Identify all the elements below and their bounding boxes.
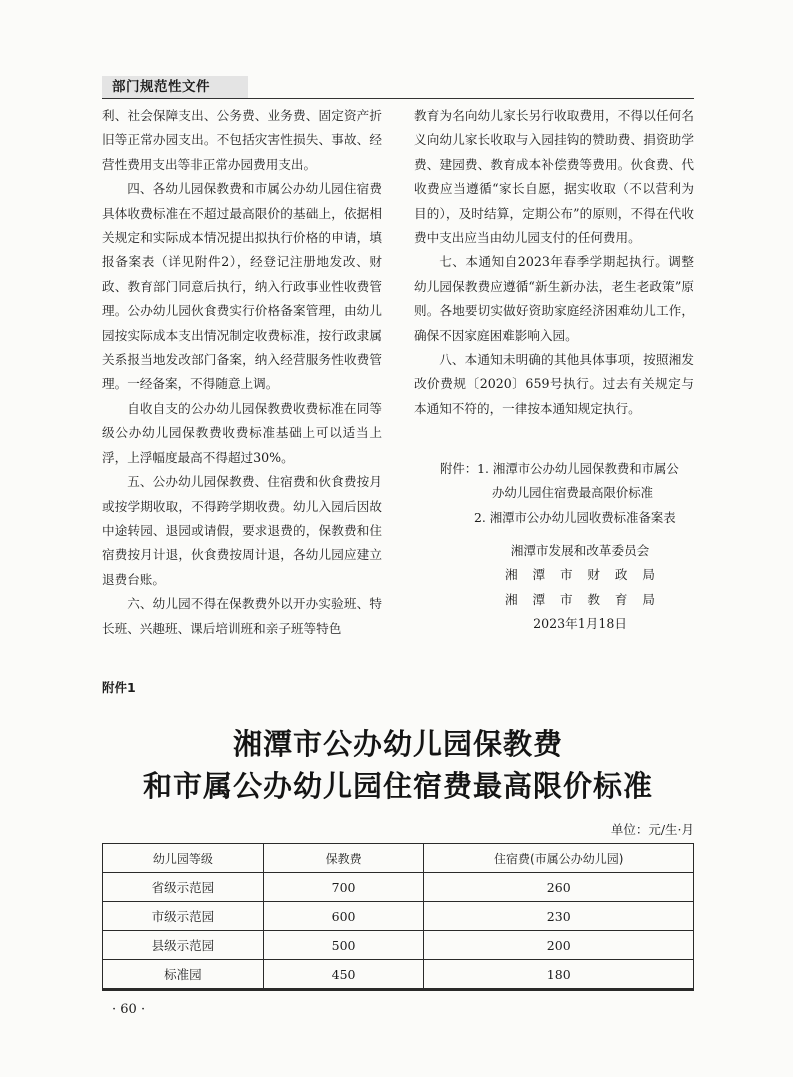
signatory-char: 潭 (532, 591, 546, 607)
signatory-char: 局 (642, 591, 655, 607)
paragraph: 四、各幼儿园保教费和市属公办幼儿园住宿费具体收费标准在不超过最高限价的基础上，依据相关规定和实际成本情况提出拟执行价格的申请，填报备案表（详见附件2），经登记注册地发改、财政、教育部门同意后执行，纳入行政事业性收费管理。公办幼儿园伙食费实行价格备案管理，由幼儿园按实际成本支出情况制定收费标准，按行政隶属关系报当地发改部门备案，纳入经营服务性收费管理。一经备案，不得随意上调。 (102, 181, 382, 392)
signatory-char: 湘 (505, 567, 518, 583)
paragraph: 教育为名向幼儿家长另行收取费用，不得以任何名义向幼儿家长收取与入园挂钩的赞助费、捐资助学费、建园费、教育成本补偿费等费用。伙食费、代收费应当遵循“家长自愿，据实收取（不以营利为目的），及时结算，定期公布”的原则，不得在代收费中支出应当由幼儿园支付的任何费用。 (414, 108, 694, 246)
row-boarding-fee: 260 (424, 873, 694, 902)
bottom-rule (102, 989, 694, 991)
paragraph: 八、本通知未明确的其他具体事项，按照湘发改价费规〔2020〕659号执行。过去有关规定与本通知不符的，一律按本通知规定执行。 (414, 352, 694, 416)
signatory-char: 教 (587, 591, 600, 607)
header-kindergarten-level: 幼儿园等级 (103, 844, 264, 873)
row-education-fee: 600 (263, 902, 424, 931)
paragraph: 自收自支的公办幼儿园保教费收费标准在同等级公办幼儿园保教费收费标准基础上可以适当上浮，上浮幅度最高不得超过30%。 (102, 400, 382, 465)
header-education-fee: 保教费 (263, 844, 424, 873)
attachment-1-line2: 办幼儿园住宿费最高限价标准 (492, 485, 654, 501)
annex-title-line-1: 湘潭市公办幼儿园保教费 (232, 727, 563, 761)
signatory-org-3 (505, 588, 655, 612)
right-text-column (414, 104, 694, 421)
signatory-char: 财 (587, 567, 600, 583)
fee-table-header-row (103, 844, 694, 873)
signatory-char: 市 (559, 591, 573, 607)
signatory-char: 潭 (532, 567, 546, 583)
signatory-org-1: 湘潭市发展和改革委员会 (510, 543, 650, 558)
table-row (103, 960, 694, 989)
row-level: 县级示范园 (103, 931, 264, 960)
section-label: 部门规范性文件 (112, 79, 210, 95)
signature-block (505, 539, 655, 637)
attachment-1-line1: 1. 湘潭市公办幼儿园保教费和市属公 (477, 461, 679, 476)
unit-note: 单位：元/生·月 (610, 822, 694, 837)
row-boarding-fee: 200 (424, 931, 694, 960)
signatory-char: 市 (559, 567, 573, 583)
table-row (103, 873, 694, 902)
row-education-fee: 450 (263, 960, 424, 989)
fee-table (102, 843, 694, 989)
row-education-fee: 500 (263, 931, 424, 960)
paragraph: 利、社会保障支出、公务费、业务费、固定资产折旧等正常办园支出。不包括灾害性损失、事故、经营性费用支出等非正常办园费用支出。 (102, 108, 382, 172)
attachment-item-2: 2. 湘潭市公办幼儿园收费标准备案表 (474, 509, 676, 525)
paragraph: 六、幼儿园不得在保教费外以开办实验班、特长班、兴趣班、课后培训班和亲子班等特色 (102, 596, 382, 636)
signatory-char: 湘 (505, 591, 518, 607)
table-row (103, 931, 694, 960)
header-rule (102, 98, 694, 99)
row-boarding-fee: 180 (424, 960, 694, 989)
row-boarding-fee: 230 (424, 902, 694, 931)
left-text-column (102, 104, 382, 641)
row-level: 省级示范园 (103, 873, 264, 902)
row-level: 市级示范园 (103, 902, 264, 931)
annex-label: 附件1 (102, 680, 136, 695)
header-boarding-fee: 住宿费(市属公办幼儿园) (424, 844, 694, 873)
paragraph: 五、公办幼儿园保教费、住宿费和伙食费按月或按学期收取，不得跨学期收费。幼儿入园后因故中途转园、退园或请假，要求退费的，保教费和住宿费按月计退，伙食费按周计退，各幼儿园应建立退费台账。 (102, 474, 382, 587)
row-level: 标准园 (103, 960, 264, 989)
paragraph: 七、本通知自2023年春季学期起执行。调整幼儿园保教费应遵循“新生新办法，老生老政策”原则。各地要切实做好资助家庭经济困难幼儿工作，确保不因家庭困难影响入园。 (414, 254, 694, 343)
attachments-list (440, 457, 700, 530)
signature-date: 2023年1月18日 (533, 616, 627, 632)
signatory-char: 局 (642, 567, 655, 583)
page-number: · 60 · (112, 1002, 146, 1017)
row-education-fee: 700 (263, 873, 424, 902)
annex-title-line-2: 和市属公办幼儿园住宿费最高限价标准 (142, 769, 653, 803)
attachments-label: 附件： (440, 461, 478, 476)
signatory-org-2 (505, 563, 655, 587)
attachment-item-1 (440, 457, 700, 481)
signatory-char: 育 (614, 591, 628, 607)
signatory-char: 政 (614, 567, 628, 583)
table-row (103, 902, 694, 931)
